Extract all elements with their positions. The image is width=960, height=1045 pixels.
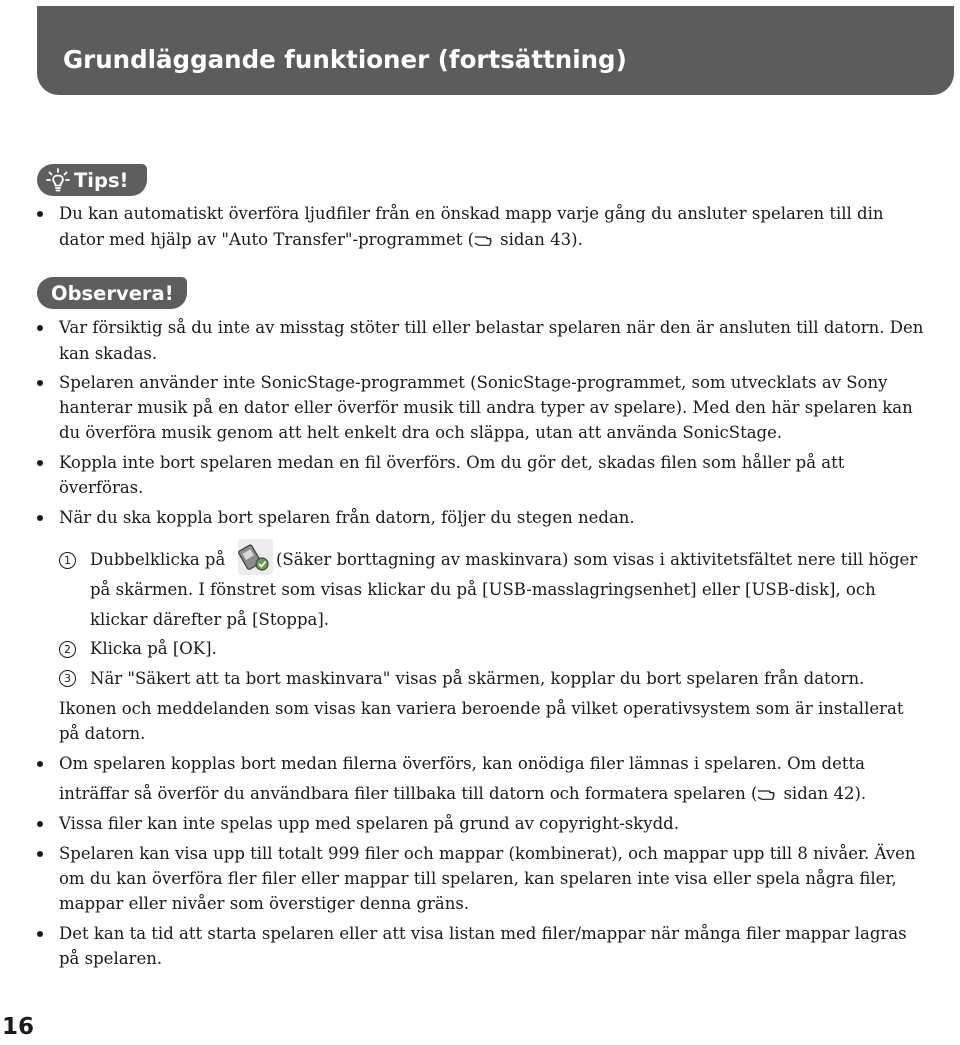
bullet-dot: [37, 211, 43, 217]
bullet-dot: [37, 515, 43, 521]
tips-label: Tips!: [74, 168, 129, 192]
note-text-line: du överföra musik genom att helt enkelt dra och släppa, utan att använda SonicStage.: [59, 423, 783, 442]
note-text-line: Ikonen och meddelanden som visas kan variera beroende på vilket operativsystem som är installerat: [59, 699, 904, 718]
note-text-line: överföras.: [59, 478, 144, 497]
step-text-line: (Säker borttagning av maskinvara) som visas i aktivitetsfältet nere till höger: [276, 550, 918, 569]
note-label: Observera!: [51, 281, 174, 305]
step-text-line: Klicka på [OK].: [90, 639, 217, 658]
bullet-dot: [37, 460, 43, 466]
note-text-line: Spelaren kan visa upp till totalt 999 filer och mappar (kombinerat), och mappar upp till 8 nivåer. Även: [59, 844, 916, 863]
step-text-line: När "Säkert att ta bort maskinvara" visas på skärmen, kopplar du bort spelaren från datorn.: [90, 669, 865, 688]
step-number-1: 1: [59, 552, 76, 569]
safely-remove-hardware-icon: [237, 538, 274, 576]
note-text-line: om du kan överföra fler filer eller mappar till spelaren, kan spelaren inte visa eller spela några filer,: [59, 869, 897, 888]
page-number: 16: [2, 1014, 35, 1040]
note-text-line: Var försiktig så du inte av misstag stöter till eller belastar spelaren när den är ansluten till datorn. Den: [59, 318, 924, 337]
lightbulb-icon: [45, 167, 71, 193]
page-header-bar: [37, 6, 954, 95]
pointing-hand-icon: [757, 785, 783, 801]
note-text-line: kan skadas.: [59, 344, 158, 363]
bullet-dot: [37, 761, 43, 767]
bullet-dot: [37, 821, 43, 827]
step-text-line: klickar därefter på [Stoppa].: [90, 610, 330, 629]
note-text-line: När du ska koppla bort spelaren från datorn, följer du stegen nedan.: [59, 508, 635, 527]
tips-text-line: Du kan automatiskt överföra ljudfiler från en önskad mapp varje gång du ansluter spelaren till din: [59, 204, 884, 223]
bullet-dot: [37, 325, 43, 331]
step-text-line: på skärmen. I fönstret som visas klickar du på [USB-masslagringsenhet] eller [USB-disk], och: [90, 580, 876, 599]
tips-text-line: dator med hjälp av "Auto Transfer"-programmet ( sidan 43).: [59, 230, 583, 249]
note-text-line: hanterar musik på en dator eller överför musik till andra typer av spelare). Med den här spelaren kan: [59, 398, 913, 417]
note-text-line: Om spelaren kopplas bort medan filerna överförs, kan onödiga filer lämnas i spelaren. Om detta: [59, 754, 865, 773]
note-text-line: mappar eller nivåer som överstiger denna gräns.: [59, 894, 470, 913]
step-number-3: 3: [59, 670, 76, 687]
note-text-line: på spelaren.: [59, 949, 163, 968]
page-title: Grundläggande funktioner (fortsättning): [63, 45, 627, 74]
bullet-dot: [37, 380, 43, 386]
note-badge: [37, 277, 187, 309]
note-text-line: Koppla inte bort spelaren medan en fil överförs. Om du gör det, skadas filen som håller på att: [59, 453, 845, 472]
note-text-line: Vissa filer kan inte spelas upp med spelaren på grund av copyright-skydd.: [59, 814, 679, 833]
tips-badge: [37, 164, 147, 196]
note-text-line: Det kan ta tid att starta spelaren eller att visa listan med filer/mappar när många filer mappar lagras: [59, 924, 907, 943]
pointing-hand-icon: [474, 231, 500, 247]
note-text-line: Spelaren använder inte SonicStage-programmet (SonicStage-programmet, som utvecklats av Sony: [59, 373, 888, 392]
step-text-line: Dubbelklicka på: [90, 550, 226, 569]
bullet-dot: [37, 851, 43, 857]
step-number-2: 2: [59, 641, 76, 658]
bullet-dot: [37, 931, 43, 937]
note-text-line: på datorn.: [59, 724, 146, 743]
note-text-line: inträffar så överför du användbara filer tillbaka till datorn och formatera spelaren ( sidan 42).: [59, 784, 867, 803]
